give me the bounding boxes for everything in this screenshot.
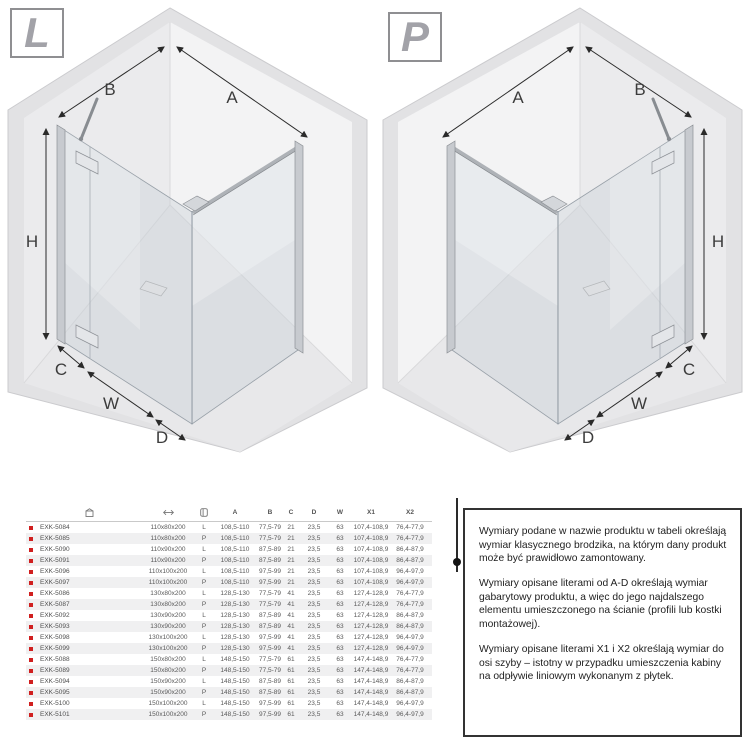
dim-x1: 147,4-148,9 xyxy=(353,667,389,674)
dim-d: 23,5 xyxy=(307,678,321,685)
dim-a: 148,5-150 xyxy=(220,711,250,718)
dim-c: 21 xyxy=(287,557,295,564)
product-code: EXK-5099 xyxy=(40,645,70,652)
product-code: EXK-5087 xyxy=(40,601,70,608)
product-side: P xyxy=(201,579,207,586)
table-header xyxy=(26,503,432,522)
header-x1: X1 xyxy=(367,508,375,516)
dim-x2: 86,4-87,9 xyxy=(396,612,424,619)
badge-letter: P xyxy=(400,13,429,60)
dim-x1: 127,4-128,9 xyxy=(353,634,389,641)
dim-a: 148,5-150 xyxy=(220,656,250,663)
dim-label-h: H xyxy=(711,232,725,251)
dim-w: 63 xyxy=(336,667,344,674)
dim-b: 87,5-89 xyxy=(258,546,282,553)
dim-c: 41 xyxy=(287,634,295,641)
row-bullet xyxy=(26,559,38,563)
dim-c: 61 xyxy=(287,656,295,663)
dim-x2: 86,4-87,9 xyxy=(396,689,424,696)
dim-w: 63 xyxy=(336,546,344,553)
dim-b: 77,5-79 xyxy=(258,667,282,674)
dim-b: 87,5-89 xyxy=(258,623,282,630)
header-x2: X2 xyxy=(406,508,414,516)
dim-d: 23,5 xyxy=(307,667,321,674)
dim-a: 148,5-150 xyxy=(220,700,250,707)
dim-a: 128,5-130 xyxy=(220,623,250,630)
dim-w: 63 xyxy=(336,557,344,564)
dim-x2: 96,4-97,9 xyxy=(396,568,424,575)
product-size: 110x90x200 xyxy=(150,546,186,553)
dim-d: 23,5 xyxy=(307,711,321,718)
dim-a: 128,5-130 xyxy=(220,612,250,619)
table-row xyxy=(26,533,432,544)
dim-x1: 107,4-108,9 xyxy=(353,546,389,553)
dim-d: 23,5 xyxy=(307,590,321,597)
dim-d: 23,5 xyxy=(307,557,321,564)
dim-x1: 107,4-108,9 xyxy=(353,579,389,586)
product-size: 110x90x200 xyxy=(150,557,186,564)
row-bullet xyxy=(26,691,38,695)
left-version-badge xyxy=(10,8,64,58)
row-bullet xyxy=(26,603,38,607)
product-size: 150x100x200 xyxy=(148,711,188,718)
dim-b: 97,5-99 xyxy=(258,634,282,641)
product-size: 130x100x200 xyxy=(148,645,188,652)
product-size: 130x90x200 xyxy=(150,612,186,619)
product-size: 130x80x200 xyxy=(150,590,186,597)
product-side: P xyxy=(201,623,207,630)
dim-label-a: A xyxy=(226,88,238,107)
product-size: 150x90x200 xyxy=(150,689,186,696)
product-code: EXK-5088 xyxy=(40,656,70,663)
dim-label-c: C xyxy=(54,360,68,379)
table-row xyxy=(26,665,432,676)
dim-a: 128,5-130 xyxy=(220,590,250,597)
notes-box xyxy=(463,508,742,737)
note-paragraph-1: Wymiary podane w nazwie produktu w tabeli określają wymiar klasycznego brodzika, na którym dany produkt może być prawidłowo zamontowany. xyxy=(479,526,727,565)
dim-d: 23,5 xyxy=(307,601,321,608)
product-side: P xyxy=(201,557,207,564)
dim-x1: 107,4-108,9 xyxy=(353,557,389,564)
note-paragraph-3: Wymiary opisane literami X1 i X2 określają wymiar do osi szyby – istotny w przypadku umieszczenia kabiny na odpływie liniowym wykonanym z płytek. xyxy=(479,643,724,683)
product-code: EXK-5097 xyxy=(40,579,70,586)
dim-x2: 96,4-97,9 xyxy=(396,579,424,586)
product-size: 150x80x200 xyxy=(150,656,186,663)
dim-b: 77,5-79 xyxy=(258,535,282,542)
dim-c: 61 xyxy=(287,711,295,718)
dim-d: 23,5 xyxy=(307,689,321,696)
dim-d: 23,5 xyxy=(307,634,321,641)
dim-x1: 127,4-128,9 xyxy=(353,645,389,652)
product-size: 110x80x200 xyxy=(150,535,186,542)
dim-x1: 127,4-128,9 xyxy=(353,590,389,597)
product-size: 130x90x200 xyxy=(150,623,186,630)
dim-x2: 96,4-97,9 xyxy=(396,700,424,707)
dim-d: 23,5 xyxy=(307,656,321,663)
product-code: EXK-5094 xyxy=(40,678,70,685)
dim-c: 41 xyxy=(287,601,295,608)
dim-b: 87,5-89 xyxy=(258,557,282,564)
dim-label-d: D xyxy=(155,428,169,447)
dim-d: 23,5 xyxy=(307,645,321,652)
dim-c: 41 xyxy=(287,623,295,630)
table-row xyxy=(26,698,432,709)
table-row xyxy=(26,555,432,566)
product-side: P xyxy=(201,535,207,542)
header-a: A xyxy=(232,508,238,516)
spec-table xyxy=(26,503,432,720)
product-side: L xyxy=(202,612,206,619)
dim-x1: 147,4-148,9 xyxy=(353,700,389,707)
dim-x1: 147,4-148,9 xyxy=(353,656,389,663)
product-size: 130x80x200 xyxy=(150,601,186,608)
dim-w: 63 xyxy=(336,645,344,652)
dim-x1: 147,4-148,9 xyxy=(353,711,389,718)
dim-b: 77,5-79 xyxy=(258,524,282,531)
row-bullet xyxy=(26,570,38,574)
dim-c: 61 xyxy=(287,689,295,696)
table-row xyxy=(26,654,432,665)
dim-b: 77,5-79 xyxy=(258,590,282,597)
table-row xyxy=(26,621,432,632)
row-bullet xyxy=(26,625,38,629)
dim-c: 21 xyxy=(287,524,295,531)
table-row xyxy=(26,687,432,698)
dim-w: 63 xyxy=(336,612,344,619)
product-side: P xyxy=(201,689,207,696)
dim-a: 148,5-150 xyxy=(220,689,250,696)
product-code: EXK-5090 xyxy=(40,546,70,553)
product-code: EXK-5093 xyxy=(40,623,70,630)
dim-b: 97,5-99 xyxy=(258,645,282,652)
dim-c: 41 xyxy=(287,612,295,619)
product-code: EXK-5085 xyxy=(40,535,70,542)
dim-x2: 86,4-87,9 xyxy=(396,623,424,630)
dim-c: 21 xyxy=(287,568,295,575)
dim-x2: 96,4-97,9 xyxy=(396,711,424,718)
dim-x2: 76,4-77,9 xyxy=(396,535,424,542)
dim-b: 77,5-79 xyxy=(258,601,282,608)
dim-w: 63 xyxy=(336,601,344,608)
dim-c: 41 xyxy=(287,645,295,652)
product-code: EXK-5096 xyxy=(40,568,70,575)
badge-letter: L xyxy=(24,9,50,56)
dim-a: 108,5-110 xyxy=(220,557,250,564)
dim-x1: 107,4-108,9 xyxy=(353,524,389,531)
dim-w: 63 xyxy=(336,623,344,630)
dim-d: 23,5 xyxy=(307,535,321,542)
product-code: EXK-5089 xyxy=(40,667,70,674)
dim-x2: 76,4-77,9 xyxy=(396,656,424,663)
dim-x1: 147,4-148,9 xyxy=(353,689,389,696)
dim-x2: 76,4-77,9 xyxy=(396,667,424,674)
dim-b: 87,5-89 xyxy=(258,678,282,685)
header-w: W xyxy=(336,508,344,516)
header-c: C xyxy=(288,508,294,516)
dim-x2: 76,4-77,9 xyxy=(396,601,424,608)
row-bullet xyxy=(26,702,38,706)
table-row xyxy=(26,643,432,654)
table-row xyxy=(26,632,432,643)
right-version-badge xyxy=(388,12,442,62)
product-side: L xyxy=(202,568,206,575)
row-bullet xyxy=(26,680,38,684)
dim-d: 23,5 xyxy=(307,579,321,586)
product-side: P xyxy=(201,711,207,718)
row-bullet xyxy=(26,548,38,552)
table-row xyxy=(26,577,432,588)
dim-label-b: B xyxy=(634,80,646,99)
dim-a: 148,5-150 xyxy=(220,678,250,685)
row-bullet xyxy=(26,669,38,673)
dim-d: 23,5 xyxy=(307,524,321,531)
product-size: 150x80x200 xyxy=(150,667,186,674)
product-side: L xyxy=(202,700,206,707)
product-side: P xyxy=(201,601,207,608)
header-d: D xyxy=(311,508,317,516)
dim-a: 108,5-110 xyxy=(220,579,250,586)
row-bullet xyxy=(26,636,38,640)
product-side: L xyxy=(202,678,206,685)
row-bullet xyxy=(26,526,38,530)
dim-label-d: D xyxy=(581,428,595,447)
dim-a: 128,5-130 xyxy=(220,645,250,652)
cabin-icon xyxy=(38,508,140,517)
dim-x1: 127,4-128,9 xyxy=(353,612,389,619)
product-size: 110x100x200 xyxy=(148,579,188,586)
dim-d: 23,5 xyxy=(307,568,321,575)
dim-w: 63 xyxy=(336,711,344,718)
dim-label-b: B xyxy=(104,80,116,99)
dim-x1: 107,4-108,9 xyxy=(353,568,389,575)
dim-a: 148,5-150 xyxy=(220,667,250,674)
door-orientation-icon xyxy=(196,508,212,517)
product-code: EXK-5098 xyxy=(40,634,70,641)
row-bullet xyxy=(26,713,38,717)
dim-x2: 86,4-87,9 xyxy=(396,557,424,564)
row-bullet xyxy=(26,581,38,585)
product-side: L xyxy=(202,634,206,641)
dim-b: 97,5-99 xyxy=(258,700,282,707)
dim-d: 23,5 xyxy=(307,700,321,707)
dim-b: 97,5-99 xyxy=(258,579,282,586)
table-row xyxy=(26,599,432,610)
dim-w: 63 xyxy=(336,568,344,575)
row-bullet xyxy=(26,614,38,618)
product-code: EXK-5086 xyxy=(40,590,70,597)
row-bullet xyxy=(26,658,38,662)
dim-b: 97,5-99 xyxy=(258,568,282,575)
product-size: 150x100x200 xyxy=(148,700,188,707)
table-row xyxy=(26,522,432,533)
dim-d: 23,5 xyxy=(307,612,321,619)
dim-c: 21 xyxy=(287,579,295,586)
product-side: L xyxy=(202,524,206,531)
dim-label-w: W xyxy=(102,394,120,413)
dim-w: 63 xyxy=(336,656,344,663)
dim-w: 63 xyxy=(336,535,344,542)
table-body xyxy=(26,522,432,720)
dim-a: 128,5-130 xyxy=(220,601,250,608)
header-b: B xyxy=(267,508,273,516)
row-bullet xyxy=(26,592,38,596)
dim-x1: 127,4-128,9 xyxy=(353,601,389,608)
product-size: 110x80x200 xyxy=(150,524,186,531)
dim-w: 63 xyxy=(336,634,344,641)
table-row xyxy=(26,610,432,621)
row-bullet xyxy=(26,647,38,651)
table-row xyxy=(26,544,432,555)
dim-d: 23,5 xyxy=(307,623,321,630)
product-size: 110x100x200 xyxy=(148,568,188,575)
product-code: EXK-5092 xyxy=(40,612,70,619)
dim-x2: 86,4-87,9 xyxy=(396,546,424,553)
product-code: EXK-5101 xyxy=(40,711,70,718)
dim-label-c: C xyxy=(682,360,696,379)
dim-a: 108,5-110 xyxy=(220,568,250,575)
dim-x1: 107,4-108,9 xyxy=(353,535,389,542)
dim-c: 41 xyxy=(287,590,295,597)
dim-b: 97,5-99 xyxy=(258,711,282,718)
product-side: P xyxy=(201,667,207,674)
table-row xyxy=(26,588,432,599)
product-size: 130x100x200 xyxy=(148,634,188,641)
row-bullet xyxy=(26,537,38,541)
dim-label-a: A xyxy=(512,88,524,107)
dim-w: 63 xyxy=(336,590,344,597)
dim-b: 87,5-89 xyxy=(258,689,282,696)
dim-x1: 127,4-128,9 xyxy=(353,623,389,630)
dim-c: 61 xyxy=(287,678,295,685)
dim-label-w: W xyxy=(630,394,648,413)
dim-b: 77,5-79 xyxy=(258,656,282,663)
dim-a: 108,5-110 xyxy=(220,535,250,542)
product-code: EXK-5091 xyxy=(40,557,70,564)
dim-x2: 86,4-87,9 xyxy=(396,678,424,685)
dim-a: 108,5-110 xyxy=(220,546,250,553)
width-arrows-icon xyxy=(140,509,196,516)
dim-c: 61 xyxy=(287,700,295,707)
dim-a: 128,5-130 xyxy=(220,634,250,641)
table-row xyxy=(26,566,432,577)
dim-x2: 96,4-97,9 xyxy=(396,645,424,652)
callout-bullet-dot xyxy=(453,558,461,566)
product-code: EXK-5084 xyxy=(40,524,70,531)
dim-c: 61 xyxy=(287,667,295,674)
product-code: EXK-5095 xyxy=(40,689,70,696)
product-side: L xyxy=(202,656,206,663)
product-side: L xyxy=(202,590,206,597)
dim-x2: 76,4-77,9 xyxy=(396,524,424,531)
dim-w: 63 xyxy=(336,689,344,696)
dim-c: 21 xyxy=(287,546,295,553)
diagram-left-version xyxy=(0,0,375,470)
dim-w: 63 xyxy=(336,579,344,586)
dim-x2: 96,4-97,9 xyxy=(396,634,424,641)
dim-a: 108,5-110 xyxy=(220,524,250,531)
product-side: P xyxy=(201,645,207,652)
product-side: L xyxy=(202,546,206,553)
note-paragraph-2: Wymiary opisane literami od A-D określają wymiar gabarytowy produktu, a więc do jego najdalszego elementu umieszczonego na ścianie (profili lub kostki montażowej). xyxy=(479,578,722,631)
dim-b: 87,5-89 xyxy=(258,612,282,619)
dim-w: 63 xyxy=(336,524,344,531)
dim-x1: 147,4-148,9 xyxy=(353,678,389,685)
product-code: EXK-5100 xyxy=(40,700,70,707)
dim-x2: 76,4-77,9 xyxy=(396,590,424,597)
dim-w: 63 xyxy=(336,700,344,707)
table-row xyxy=(26,709,432,720)
dim-c: 21 xyxy=(287,535,295,542)
dim-label-h: H xyxy=(25,232,39,251)
table-row xyxy=(26,676,432,687)
product-size: 150x90x200 xyxy=(150,678,186,685)
dim-w: 63 xyxy=(336,678,344,685)
diagram-right-version xyxy=(375,0,750,470)
dim-d: 23,5 xyxy=(307,546,321,553)
